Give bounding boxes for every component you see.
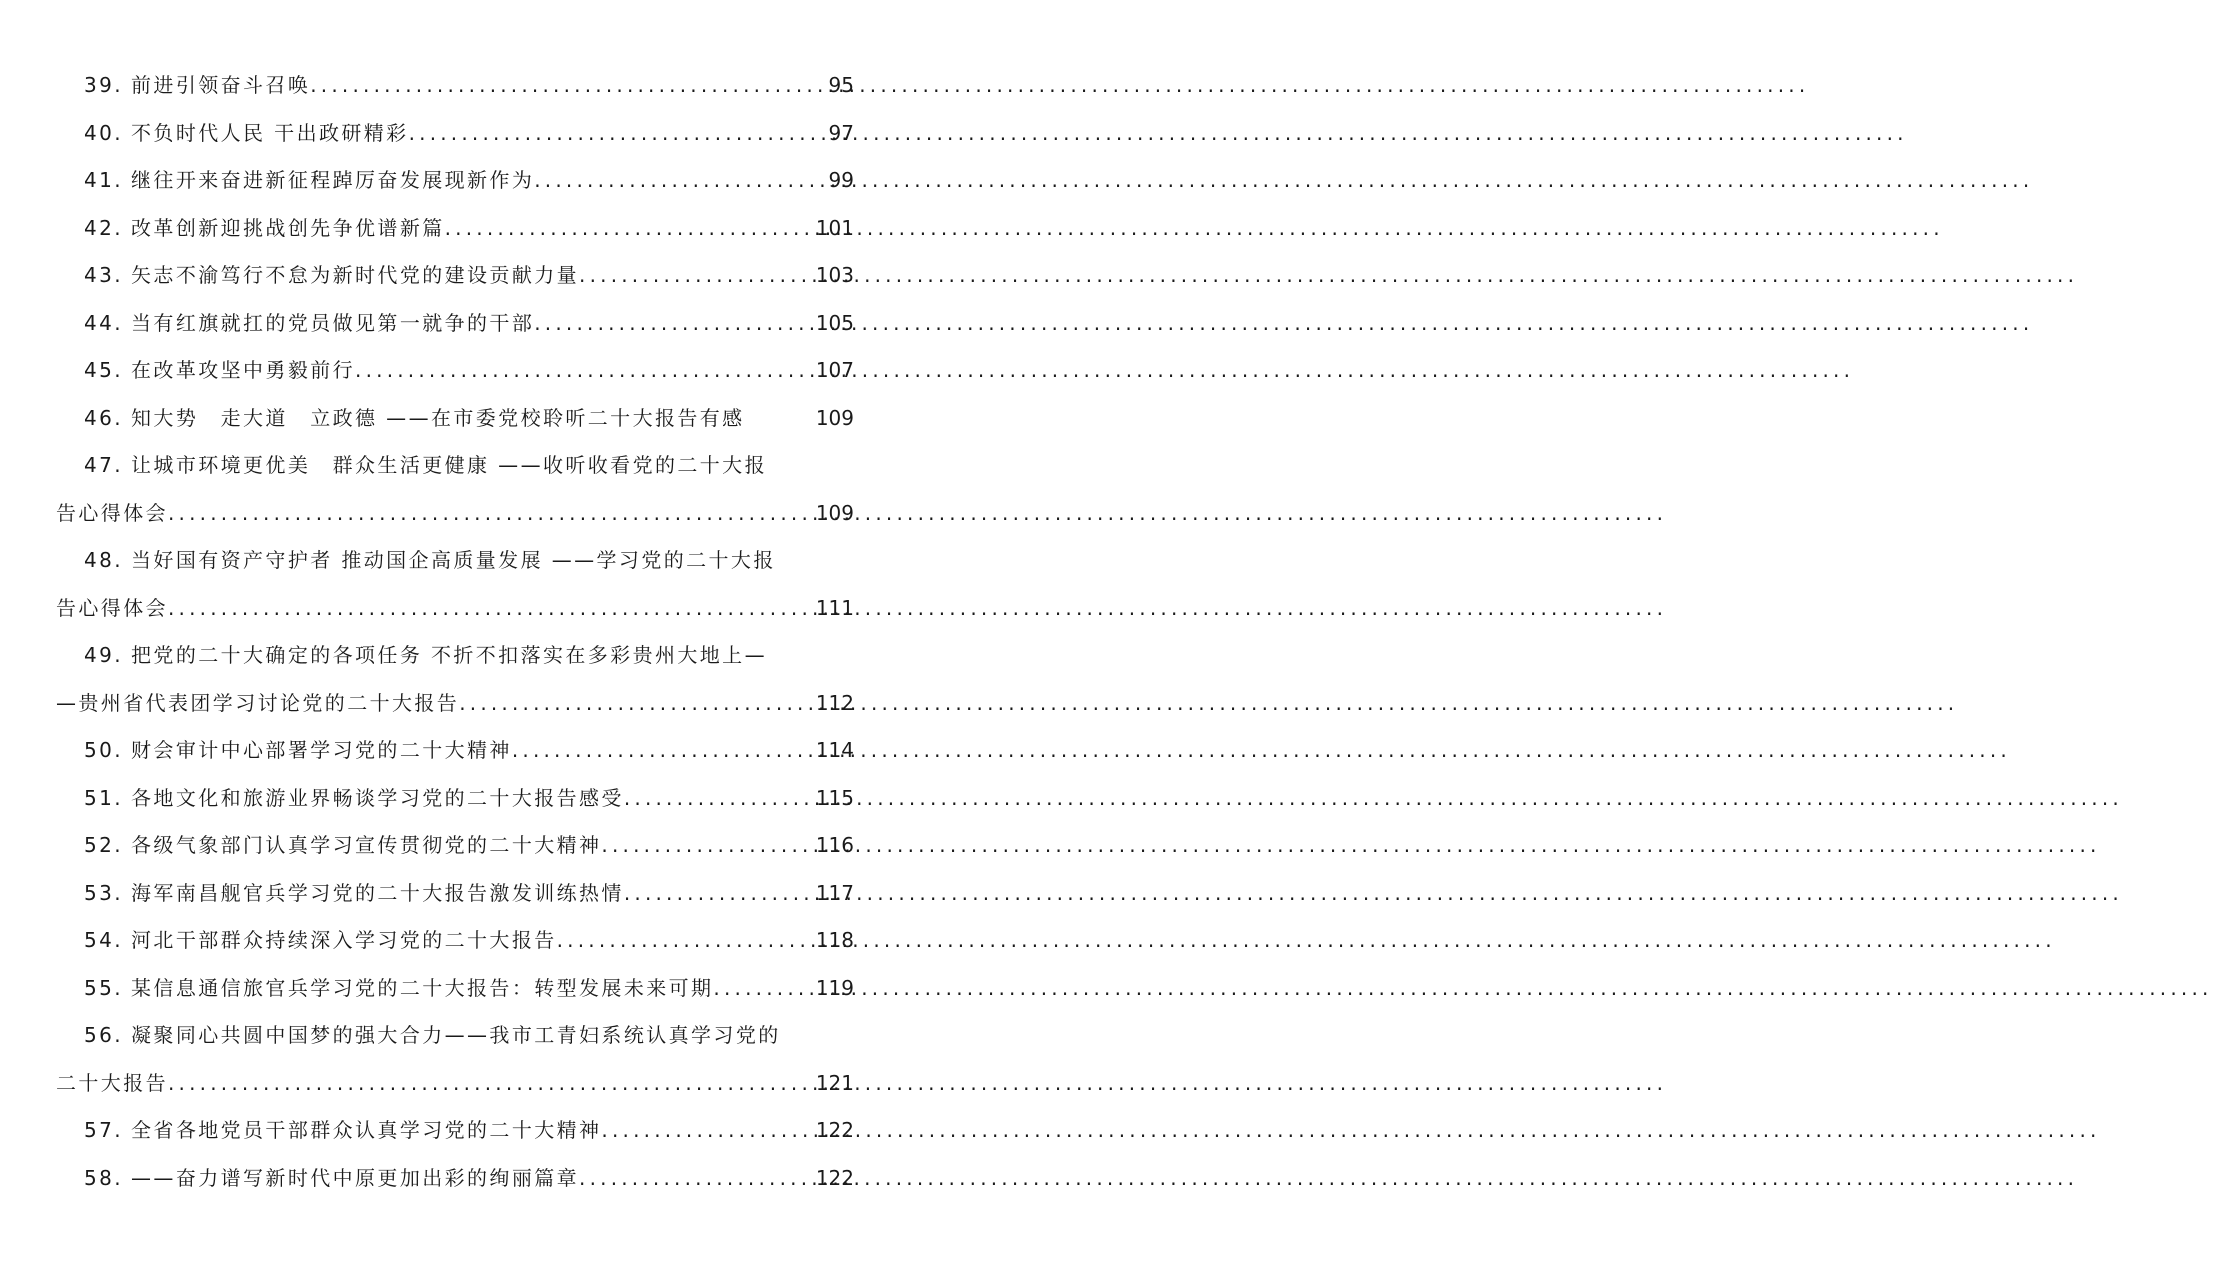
toc-entry-number: 42. <box>84 215 124 240</box>
toc-entry-title: 当好国有资产守护者 推动国企高质量发展 ——学习党的二十大报 <box>131 548 776 572</box>
toc-page-number: 119 <box>815 975 854 1000</box>
toc-entry[interactable] <box>56 727 854 775</box>
toc-entry-number: 45. <box>84 358 124 382</box>
toc-entry[interactable] <box>56 1155 854 1203</box>
toc-page-number: 122 <box>815 1165 854 1190</box>
toc-page-number: 109 <box>815 405 854 430</box>
toc-page-number: 109 <box>815 500 854 525</box>
toc-entry-line <box>56 1060 854 1108</box>
toc-dot-leader <box>459 680 814 728</box>
toc-entry-line <box>56 537 854 585</box>
toc-entry-title: 让城市环境更优美 群众生活更健康 ——收听收看党的二十大报 <box>131 453 767 477</box>
toc-dot-leader <box>579 252 814 300</box>
toc-dot-leader <box>601 822 813 870</box>
toc-entry-title: ——奋力谱写新时代中原更加出彩的绚丽篇章 <box>131 1165 580 1190</box>
toc-entry-number: 49. <box>84 643 124 667</box>
toc-entry-title: 凝聚同心共圆中国梦的强大合力——我市工青妇系统认真学习党的 <box>131 1023 781 1047</box>
toc-entry-line <box>56 300 854 348</box>
toc-entry-number: 53. <box>84 880 124 905</box>
toc-entry-line <box>56 870 854 918</box>
toc-page-number: 117 <box>815 880 854 905</box>
toc-entry-line <box>56 1012 854 1060</box>
toc-entry-line <box>56 347 854 395</box>
toc-page-number: 114 <box>815 738 854 762</box>
toc-entry-number: 50. <box>84 738 124 762</box>
toc-entry-line <box>56 442 854 490</box>
toc-entry-line <box>56 917 854 965</box>
toc-entry[interactable] <box>56 110 854 158</box>
toc-entry-line <box>56 252 854 300</box>
toc-entry-number: 43. <box>84 263 124 287</box>
toc-entry-number: 54. <box>84 928 124 952</box>
toc-dot-leader <box>624 775 814 823</box>
toc-entry-title: 继往开来奋进新征程踔厉奋发展现新作为 <box>131 168 535 192</box>
toc-entry-line <box>56 965 854 1013</box>
toc-dot-leader <box>168 585 814 633</box>
toc-entry-line <box>56 490 854 538</box>
toc-entry-title: 告心得体会 <box>56 595 168 620</box>
toc-page-number: 118 <box>815 928 854 952</box>
toc-dot-leader <box>512 727 814 775</box>
toc-entry-title: 各地文化和旅游业界畅谈学习党的二十大报告感受 <box>131 785 624 810</box>
toc-entry-title: 知大势 走大道 立政德 ——在市委党校聆听二十大报告有感 <box>131 405 745 430</box>
toc-entry-number: 57. <box>84 1118 124 1142</box>
toc-entry-number: 52. <box>84 833 124 857</box>
toc-entry-line <box>56 62 854 110</box>
toc-page-number: 116 <box>815 833 854 857</box>
toc-dot-leader <box>624 870 814 918</box>
toc-dot-leader <box>355 347 814 395</box>
toc-entry-title: 财会审计中心部署学习党的二十大精神 <box>131 738 512 762</box>
toc-entry[interactable] <box>56 537 854 632</box>
toc-page-number: 101 <box>815 215 854 240</box>
toc-page-number: 97 <box>828 120 854 145</box>
toc-entry[interactable] <box>56 775 854 823</box>
toc-entry-line <box>56 1107 854 1155</box>
toc-entry-title: 告心得体会 <box>56 500 168 525</box>
toc-entry-line <box>56 680 854 728</box>
toc-entry[interactable] <box>56 1012 854 1107</box>
toc-dot-leader <box>445 205 814 253</box>
toc-entry-line <box>56 775 854 823</box>
toc-dot-leader <box>310 62 826 110</box>
toc-page-number: 105 <box>815 310 854 335</box>
toc-entry-title: 二十大报告 <box>56 1070 168 1095</box>
toc-entry-title: 在改革攻坚中勇毅前行 <box>131 358 356 382</box>
toc-entry[interactable] <box>56 870 854 918</box>
toc-entry-number: 39. <box>84 73 124 97</box>
toc-page-number: 122 <box>815 1118 854 1142</box>
toc-entry-title: 把党的二十大确定的各项任务 不折不扣落实在多彩贵州大地上— <box>131 643 767 667</box>
toc-entry-title: 矢志不渝笃行不怠为新时代党的建设贡献力量 <box>131 263 580 287</box>
toc-entry-title: 不负时代人民 干出政研精彩 <box>131 120 409 145</box>
toc-dot-leader <box>534 300 814 348</box>
toc-entry-number: 48. <box>84 548 124 572</box>
toc-entry[interactable] <box>56 252 854 300</box>
toc-entry[interactable] <box>56 632 854 727</box>
toc-entry-line <box>56 727 854 775</box>
toc-entry[interactable] <box>56 395 854 443</box>
toc-page-number: 115 <box>815 785 854 810</box>
toc-entry-line <box>56 822 854 870</box>
toc-page-number: 95 <box>828 73 854 97</box>
toc-entry-line <box>56 585 854 633</box>
toc-entry[interactable] <box>56 300 854 348</box>
toc-entry-line <box>56 395 854 443</box>
toc-entry-title: 全省各地党员干部群众认真学习党的二十大精神 <box>131 1118 602 1142</box>
toc-entry[interactable] <box>56 442 854 537</box>
toc-entry-title: 某信息通信旅官兵学习党的二十大报告：转型发展未来可期 <box>131 975 714 1000</box>
toc-entry-number: 51. <box>84 785 124 810</box>
toc-entry-title: 当有红旗就扛的党员做见第一就争的干部 <box>131 310 535 335</box>
toc-entry-number: 46. <box>84 405 124 430</box>
toc-entry[interactable] <box>56 205 854 253</box>
toc-dot-leader <box>601 1107 813 1155</box>
toc-dot-leader <box>168 1060 814 1108</box>
toc-entry-number: 58. <box>84 1165 124 1190</box>
toc-entry-number: 47. <box>84 453 124 477</box>
toc-dot-leader <box>579 1155 814 1203</box>
toc-entry-title: 前进引领奋斗召唤 <box>131 73 311 97</box>
toc-dot-leader <box>534 157 826 205</box>
table-of-contents <box>56 62 854 1202</box>
toc-entry-line <box>56 157 854 205</box>
toc-page-number: 112 <box>815 690 854 715</box>
toc-entry[interactable] <box>56 62 854 110</box>
toc-entry-line <box>56 1155 854 1203</box>
toc-entry-number: 41. <box>84 168 124 192</box>
toc-dot-leader <box>557 917 814 965</box>
toc-dot-leader <box>168 490 814 538</box>
toc-entry[interactable] <box>56 822 854 870</box>
toc-page-number: 99 <box>828 168 854 192</box>
toc-entry[interactable] <box>56 1107 854 1155</box>
toc-entry-title: 河北干部群众持续深入学习党的二十大报告 <box>131 928 557 952</box>
toc-entry[interactable] <box>56 917 854 965</box>
toc-entry[interactable] <box>56 965 854 1013</box>
toc-entry-title: 改革创新迎挑战创先争优谱新篇 <box>131 215 445 240</box>
toc-entry[interactable] <box>56 347 854 395</box>
toc-dot-leader <box>713 965 813 1013</box>
toc-entry-number: 40. <box>84 120 124 145</box>
toc-entry-title: 海军南昌舰官兵学习党的二十大报告激发训练热情 <box>131 880 624 905</box>
toc-entry-number: 44. <box>84 310 124 335</box>
toc-entry-number: 55. <box>84 975 124 1000</box>
toc-entry-title: 各级气象部门认真学习宣传贯彻党的二十大精神 <box>131 833 602 857</box>
toc-page-number: 111 <box>815 595 854 620</box>
toc-entry[interactable] <box>56 157 854 205</box>
toc-entry-title: —贵州省代表团学习讨论党的二十大报告 <box>56 690 460 715</box>
toc-entry-line <box>56 110 854 158</box>
toc-page-number: 103 <box>815 263 854 287</box>
toc-entry-line <box>56 205 854 253</box>
toc-entry-number: 56. <box>84 1023 124 1047</box>
toc-page-number: 121 <box>815 1070 854 1095</box>
toc-dot-leader <box>409 110 827 158</box>
toc-page-number: 107 <box>815 358 854 382</box>
toc-entry-line <box>56 632 854 680</box>
